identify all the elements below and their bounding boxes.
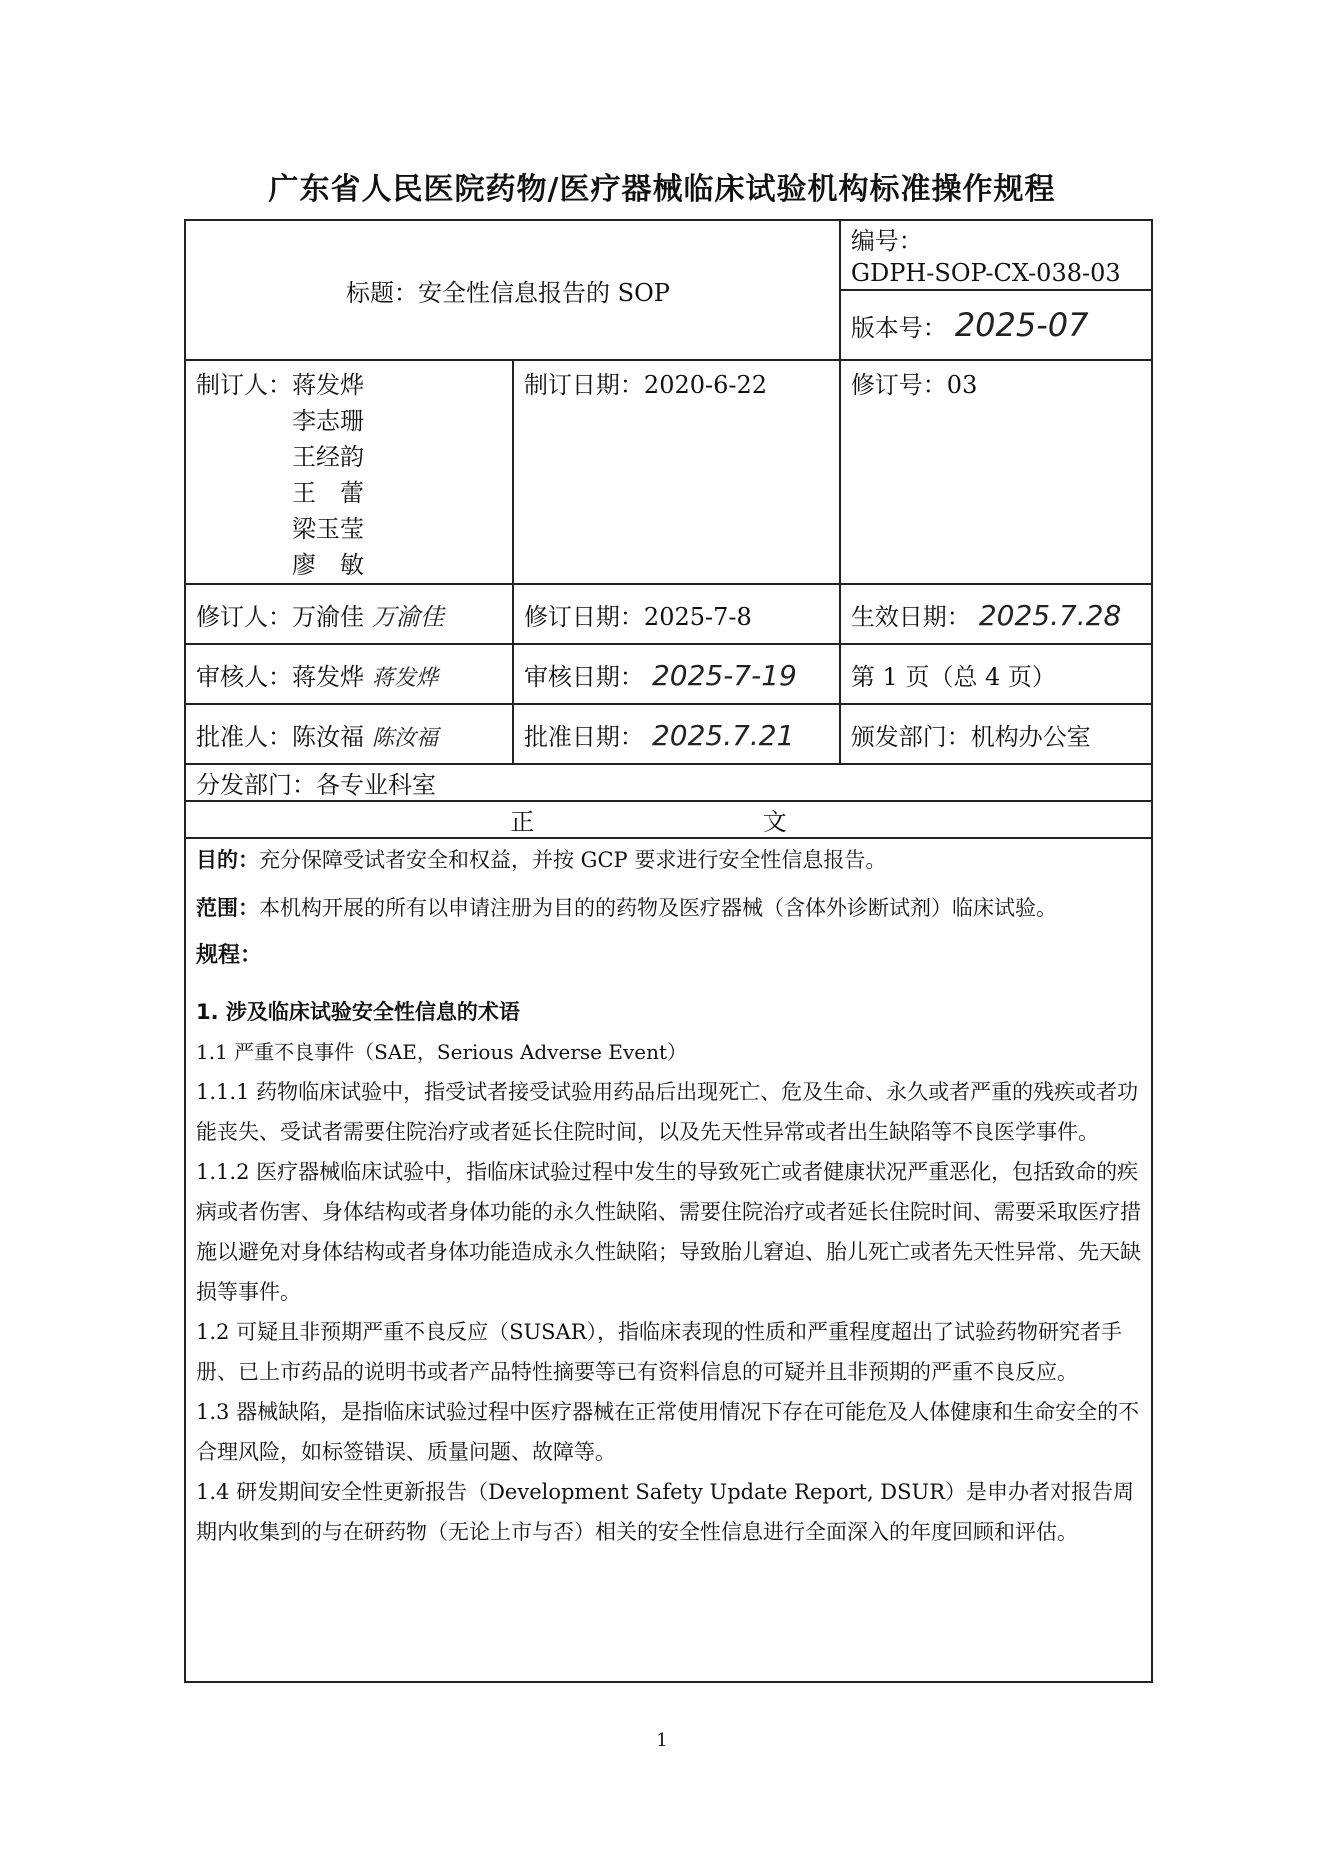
- approver-signature: 陈汝福: [372, 725, 439, 751]
- purpose: [196, 840, 1141, 880]
- code-label: 编号：: [850, 227, 923, 255]
- approve-date-cell: [513, 704, 840, 764]
- revision-number: 修订号：03: [840, 360, 1152, 584]
- reviser-cell: [185, 584, 513, 644]
- effective-date-handwritten: 2025.7.28: [978, 598, 1122, 632]
- drafter-name: 廖 敏: [292, 551, 364, 579]
- reviser: 修订人：万渝佳: [196, 602, 364, 631]
- drafter-cell: [185, 360, 513, 584]
- page-info: 第 1 页（总 4 页）: [840, 644, 1152, 704]
- section-1-4: 1.4 研发期间安全性更新报告（Development Safety Update Report, DSUR）是申办者对报告周期内收集到的与在研药物（无论上市与否）相关的安全性信息进行全面深入的年度回顾和评估。: [196, 1480, 1135, 1544]
- reviser-signature: 万渝佳: [372, 602, 444, 631]
- version-cell: [840, 290, 1152, 360]
- draft-date: 制订日期：2020-6-22: [513, 360, 840, 584]
- purpose-text: 充分保障受试者安全和权益，并按 GCP 要求进行安全性信息报告。: [259, 848, 887, 872]
- version-label: 版本号：: [850, 314, 947, 342]
- section-1-1-1: 1.1.1 药物临床试验中，指受试者接受试验用药品后出现死亡、危及生命、永久或者严重的残疾或者功能丧失、受试者需要住院治疗或者延长住院时间，以及先天性异常或者出生缺陷等不良医学事件。: [196, 1080, 1139, 1144]
- audit-label: 审核日期：: [523, 662, 644, 691]
- distribution-department: 分发部门：各专业科室: [185, 764, 1152, 801]
- approve-date-handwritten: 2025.7.21: [651, 718, 795, 752]
- code-value: GDPH-SOP-CX-038-03: [850, 259, 1121, 287]
- body-heading-char-1: 正: [510, 808, 535, 836]
- audit-date-handwritten: 2025-7-19: [651, 658, 797, 692]
- issue-department: 颁发部门：机构办公室: [840, 704, 1152, 764]
- revise-date: 修订日期：2025-7-8: [513, 584, 840, 644]
- drafter-name: 梁玉莹: [292, 515, 364, 543]
- section-1-heading: 1. 涉及临床试验安全性信息的术语: [196, 1000, 520, 1024]
- section-1-1-2: 1.1.2 医疗器械临床试验中，指临床试验过程中发生的导致死亡或者健康状况严重恶化，包括致命的疾病或者伤害、身体结构或者身体功能的永久性缺陷、需要住院治疗或者延长住院时间、需要采取医疗措施以避免对身体结构或者身体功能造成永久性缺陷；导致胎儿窘迫、胎儿死亡或者先天性异常、先天缺损等事件。: [196, 1160, 1141, 1304]
- body-heading-char-2: 文: [762, 808, 787, 836]
- document-title: 广东省人民医院药物/医疗器械临床试验机构标准操作规程: [268, 172, 1056, 207]
- drafter-name: 王 蕾: [292, 479, 364, 507]
- audit-date-cell: [513, 644, 840, 704]
- section-1-2: 1.2 可疑且非预期严重不良反应（SUSAR），指临床表现的性质和严重程度超出了试验药物研究者手册、已上市药品的说明书或者产品特性摘要等已有资料信息的可疑并且非预期的严重不良反应。: [196, 1320, 1123, 1384]
- body-content: [184, 826, 1153, 1683]
- drafter-name: 蒋发烨: [292, 371, 364, 399]
- scope-label: 范围：: [196, 896, 259, 920]
- auditor: 审核人：蒋发烨: [196, 662, 364, 691]
- purpose-label: 目的：: [196, 848, 259, 872]
- effective-cell: [840, 584, 1152, 644]
- auditor-signature: 蒋发烨: [372, 665, 439, 691]
- approve-label: 批准日期：: [523, 722, 644, 751]
- section-1-3: 1.3 器械缺陷，是指临床试验过程中医疗器械在正常使用情况下存在可能危及人体健康和生命安全的不合理风险，如标签错误、质量问题、故障等。: [196, 1400, 1140, 1464]
- version-handwritten: 2025-07: [954, 306, 1089, 344]
- code-cell: [840, 220, 1152, 290]
- section-1-1: 1.1 严重不良事件（SAE，Serious Adverse Event）: [196, 1040, 687, 1064]
- sop-title: 标题：安全性信息报告的 SOP: [185, 220, 840, 360]
- procedure-label: 规程：: [196, 943, 263, 968]
- drafter-list: [292, 367, 364, 583]
- scope-text: 本机构开展的所有以申请注册为目的的药物及医疗器械（含体外诊断试剂）临床试验。: [259, 896, 1057, 920]
- auditor-cell: [185, 644, 513, 704]
- header-table: [184, 219, 1153, 839]
- drafter-name: 王经韵: [292, 443, 364, 471]
- drafter-name: 李志珊: [292, 407, 364, 435]
- approver-cell: [185, 704, 513, 764]
- page-number: 1: [656, 1730, 668, 1751]
- effective-label: 生效日期：: [850, 602, 971, 631]
- scope: [196, 888, 1141, 928]
- approver: 批准人：陈汝福: [196, 722, 364, 751]
- drafter-label: 制订人：: [196, 371, 292, 399]
